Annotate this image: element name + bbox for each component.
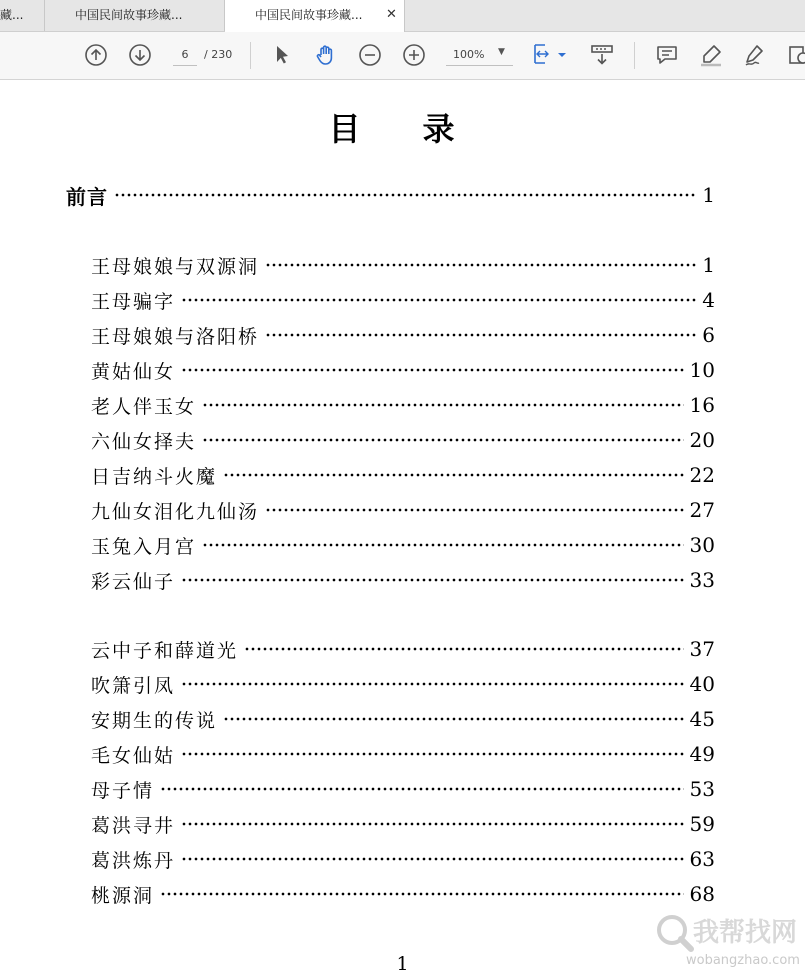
toolbar-divider [250, 42, 251, 69]
toc-entry-page: 45 [689, 707, 715, 731]
zoom-out-icon[interactable] [358, 43, 382, 67]
toc-entry-label: 云中子和薛道光 [91, 639, 239, 662]
page-folio: 1 [396, 953, 409, 975]
leader-dots [181, 750, 684, 758]
toolbar [0, 32, 805, 80]
toc-entry[interactable] [91, 739, 715, 769]
scroll-mode-icon[interactable] [590, 43, 614, 67]
toc-entry-label: 安期生的传说 [91, 709, 218, 732]
toc-entry-label: 六仙女择夫 [91, 430, 197, 453]
leader-dots [223, 715, 684, 723]
tab-document-1[interactable] [45, 0, 225, 31]
toc-entry-page: 68 [689, 882, 715, 906]
highlight-icon[interactable] [699, 43, 723, 67]
leader-dots [114, 191, 696, 199]
toc-entry-label: 玉兔入月宫 [91, 535, 197, 558]
tools-icon[interactable] [786, 43, 805, 67]
hand-tool-icon[interactable] [314, 43, 338, 67]
toc-entry[interactable] [91, 809, 715, 839]
tab-label: 中国民间故事珍藏... [75, 8, 183, 22]
watermark-text: 我帮找网 [693, 918, 798, 948]
leader-dots [181, 296, 696, 304]
page-number-input[interactable] [173, 43, 197, 66]
toc-entry-page: 1 [702, 183, 715, 207]
toc-entry-page: 30 [689, 533, 715, 557]
leader-dots [181, 855, 684, 863]
leader-dots [202, 541, 684, 549]
toc-entry[interactable] [91, 669, 715, 699]
toolbar-divider [634, 42, 635, 69]
toc-entry-label: 葛洪炼丹 [91, 849, 176, 872]
toc-entry[interactable] [91, 565, 715, 595]
toc-entry-label: 前言 [66, 184, 108, 209]
toc-entry-label: 九仙女泪化九仙汤 [91, 500, 260, 523]
zoom-value: 100% [453, 48, 485, 61]
toc-entry[interactable] [91, 879, 715, 909]
toc-entry-label: 王母娘娘与洛阳桥 [91, 325, 260, 348]
leader-dots [202, 436, 684, 444]
toc-entry-page: 4 [702, 288, 715, 312]
toc-entry-page: 40 [689, 672, 715, 696]
leader-dots [160, 785, 684, 793]
tab-label: 中国民间故事珍藏... [255, 8, 363, 22]
toc-entry-label: 黄姑仙女 [91, 360, 176, 383]
leader-dots [244, 645, 684, 653]
toc-entry-label: 彩云仙子 [91, 570, 176, 593]
toc-entry[interactable] [91, 530, 715, 560]
toc-entry-page: 10 [689, 358, 715, 382]
toc-entry-page: 27 [689, 498, 715, 522]
toc-entry-label: 母子情 [91, 779, 155, 802]
toc-entry-page: 59 [689, 812, 715, 836]
leader-dots [160, 890, 684, 898]
toc-entry-label: 葛洪寻井 [91, 814, 176, 837]
leader-dots [181, 820, 684, 828]
prev-page-icon[interactable] [84, 43, 108, 67]
page-title: 目录 [328, 110, 517, 148]
chevron-down-icon: ▼ [498, 47, 505, 57]
toc-entry-page: 16 [689, 393, 715, 417]
toc-entry-page: 53 [689, 777, 715, 801]
close-tab-icon[interactable]: ✕ [386, 7, 397, 22]
toc-entry[interactable] [91, 704, 715, 734]
toc-entry-page: 37 [689, 637, 715, 661]
select-tool-icon[interactable] [270, 43, 294, 67]
toc-entry[interactable] [91, 285, 715, 315]
zoom-select[interactable] [446, 43, 513, 66]
toc-entry[interactable] [91, 460, 715, 490]
toc-entry-page: 22 [689, 463, 715, 487]
toc-entry[interactable] [91, 634, 715, 664]
zoom-in-icon[interactable] [402, 43, 426, 67]
toc-entry-page: 33 [689, 568, 715, 592]
leader-dots [265, 261, 696, 269]
sign-icon[interactable] [743, 43, 767, 67]
toc-entry-label: 吹箫引凤 [91, 674, 176, 697]
toc-entry[interactable] [91, 844, 715, 874]
leader-dots [223, 471, 684, 479]
toc-entry-label: 日吉纳斗火魔 [91, 465, 218, 488]
leader-dots [202, 401, 684, 409]
toc-entry[interactable] [91, 355, 715, 385]
toc-entry-page: 63 [689, 847, 715, 871]
leader-dots [181, 576, 684, 584]
toc-entry-page: 20 [689, 428, 715, 452]
tab-label: 藏... [0, 8, 24, 22]
toc-entry-page: 49 [689, 742, 715, 766]
tab-document-active[interactable] [225, 0, 405, 32]
toc-entry[interactable] [91, 390, 715, 420]
toc-entry[interactable] [91, 250, 715, 280]
leader-dots [181, 366, 684, 374]
document-page [0, 80, 805, 979]
leader-dots [265, 506, 684, 514]
toc-entry-preface[interactable] [66, 180, 715, 210]
page-total: / 230 [204, 48, 233, 61]
toc-entry[interactable] [91, 774, 715, 804]
toc-entry-label: 桃源洞 [91, 884, 155, 907]
tab-document-partial[interactable] [0, 0, 45, 31]
toc-entry-label: 毛女仙姑 [91, 744, 176, 767]
leader-dots [265, 331, 696, 339]
comment-icon[interactable] [655, 43, 679, 67]
leader-dots [181, 680, 684, 688]
toc-entry-page: 6 [702, 323, 715, 347]
toc-entry[interactable] [91, 320, 715, 350]
next-page-icon[interactable] [128, 43, 152, 67]
fit-page-icon[interactable] [532, 43, 570, 67]
watermark-url: wobangzhao.com [686, 953, 800, 968]
toc-entry-page: 1 [702, 253, 715, 277]
toc-entry[interactable] [91, 495, 715, 525]
toc-entry-label: 王母娘娘与双源洞 [91, 255, 260, 278]
toc-entry[interactable] [91, 425, 715, 455]
toc-entry-label: 王母骗字 [91, 290, 176, 313]
tab-bar [0, 0, 805, 32]
toc-entry-label: 老人伴玉女 [91, 395, 197, 418]
